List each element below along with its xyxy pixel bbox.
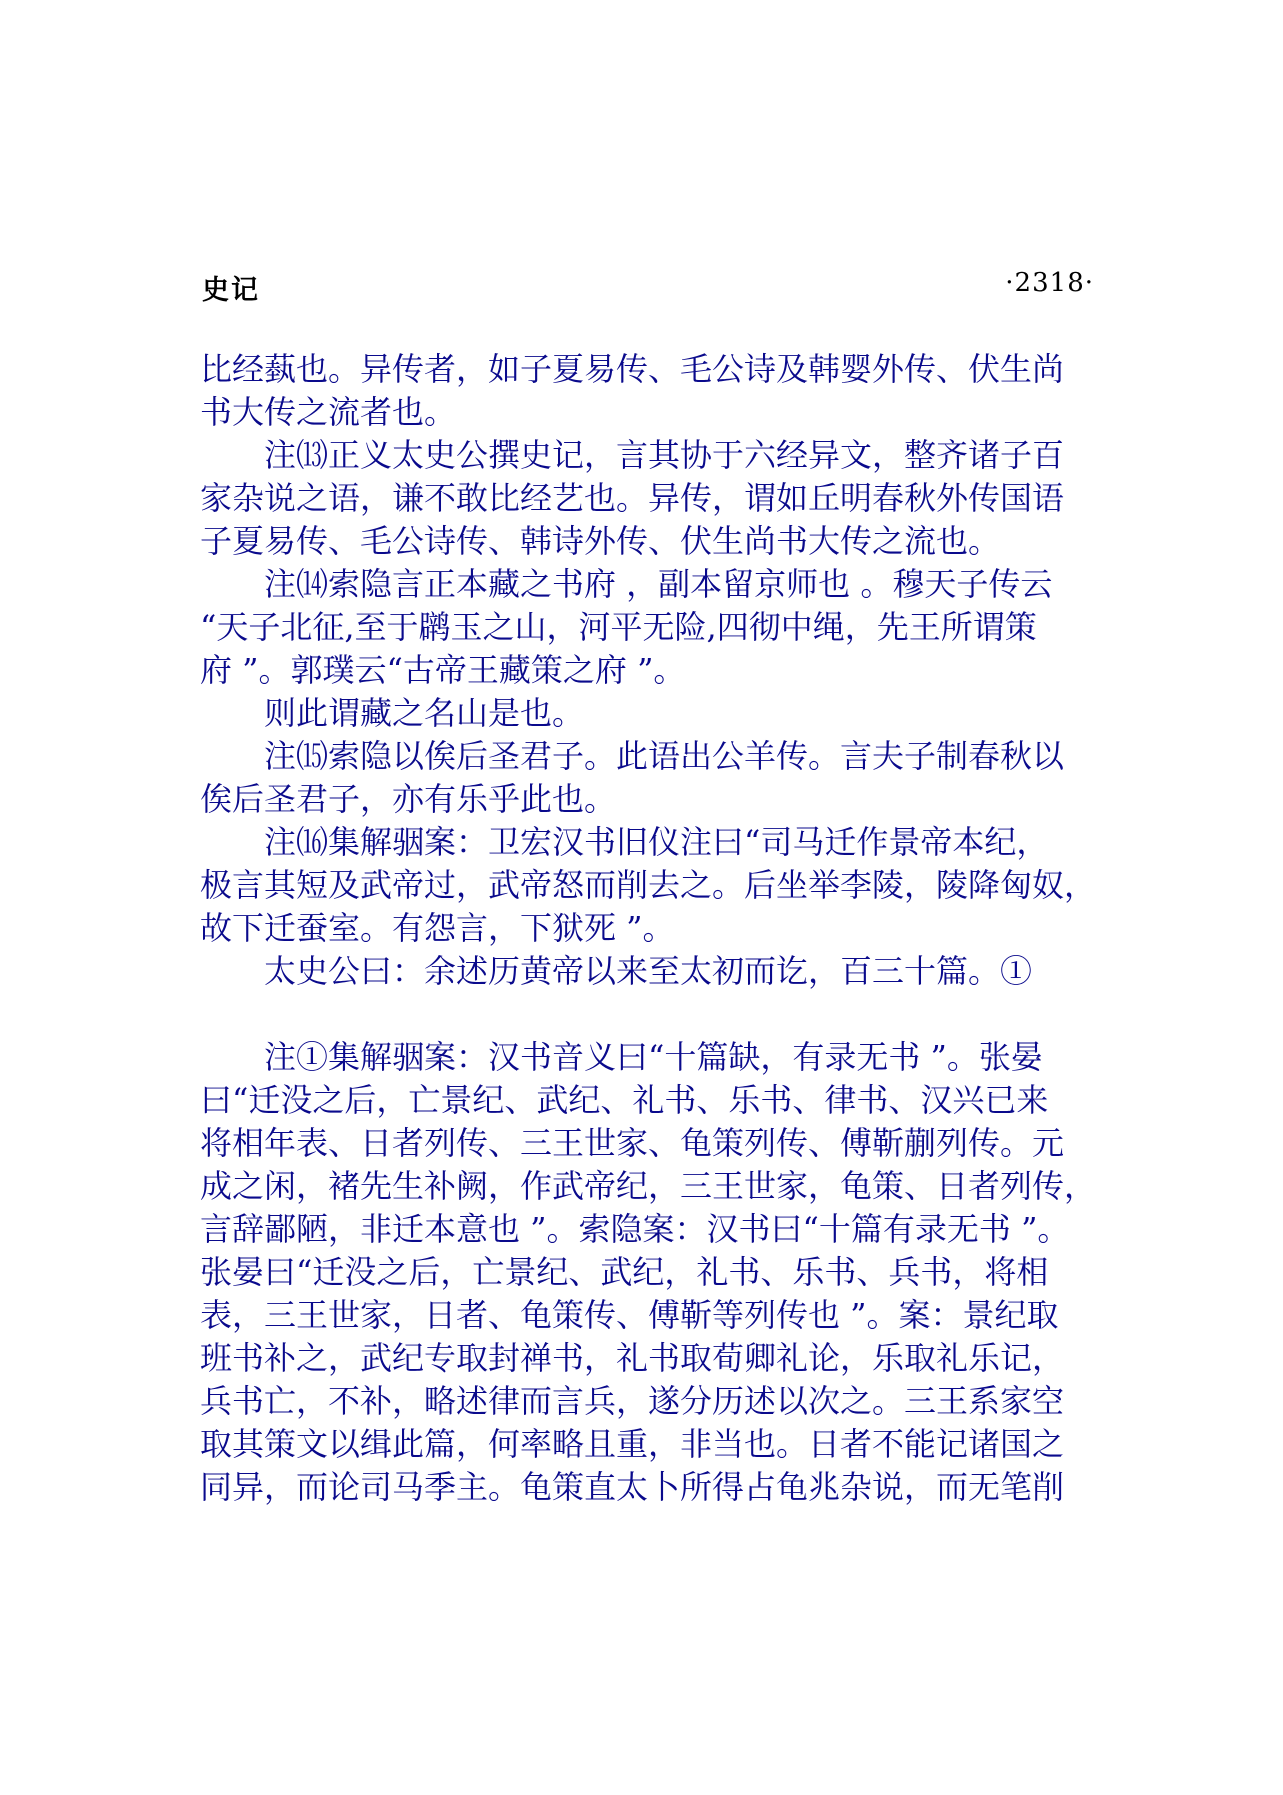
book-title: 史记 — [202, 275, 260, 306]
text-line: 极言其短及武帝过，武帝怒而削去之。后坐举李陵，陵降匈奴， — [200, 866, 1097, 904]
text-line: 兵书亡，不补，略述律而言兵，遂分历述以次之。三王系家空 — [200, 1382, 1065, 1420]
text-line: 子夏易传、毛公诗传、韩诗外传、伏生尚书大传之流也。 — [200, 522, 1001, 560]
text-line: 曰“迁没之后，亡景纪、武纪、礼书、乐书、律书、汉兴已来 — [200, 1081, 1049, 1119]
text-line: 注⒀正义太史公撰史记，言其协于六经异文，整齐诸子百 — [264, 436, 1065, 474]
text-line: 书大传之流者也。 — [200, 393, 457, 431]
text-line: 同异，而论司马季主。龟策直太卜所得占龟兆杂说，而无笔削 — [200, 1468, 1065, 1506]
text-line: 张晏曰“迁没之后，亡景纪、武纪，礼书、乐书、兵书，将相 — [200, 1253, 1049, 1291]
text-line: 太史公曰：余述历黄帝以来至太初而讫，百三十篇。① — [264, 952, 1033, 990]
page-header — [202, 268, 1094, 308]
text-line: 比经蓺也。异传者，如子夏易传、毛公诗及韩婴外传、伏生尚 — [200, 350, 1065, 388]
page-number: ·2318· — [1005, 268, 1094, 298]
text-line: 将相年表、日者列传、三王世家、龟策列传、傅靳蒯列传。元 — [200, 1124, 1065, 1162]
text-line: 注⒂索隐以俟后圣君子。此语出公羊传。言夫子制春秋以 — [264, 737, 1065, 775]
text-line: 成之闲，褚先生补阙，作武帝纪，三王世家，龟策、日者列传， — [200, 1167, 1097, 1205]
body-text — [200, 348, 1100, 1509]
text-line: 家杂说之语，谦不敢比经艺也。异传，谓如丘明春秋外传国语 — [200, 479, 1065, 517]
text-line: 表，三王世家，日者、龟策传、傅靳等列传也 ”。案：景纪取 — [200, 1296, 1059, 1334]
blank-line — [200, 993, 1100, 1036]
text-line: 注⒃集解骃案：卫宏汉书旧仪注曰“司马迁作景帝本纪， — [264, 823, 1049, 861]
text-line: 取其策文以缉此篇，何率略且重，非当也。日者不能记诸国之 — [200, 1425, 1065, 1463]
text-line: 则此谓藏之名山是也。 — [264, 694, 585, 732]
text-line: 注①集解骃案：汉书音义曰“十篇缺，有录无书 ”。张晏 — [264, 1038, 1043, 1076]
text-line: “天子北征,至于䴙玉之山，河平无险,四彻中绳，先王所谓策 — [200, 608, 1037, 646]
text-line: 班书补之，武纪专取封禅书，礼书取荀卿礼论，乐取礼乐记， — [200, 1339, 1065, 1377]
text-line: 言辞鄙陋，非迁本意也 ”。索隐案：汉书曰“十篇有录无书 ”。 — [200, 1210, 1070, 1248]
text-line: 俟后圣君子，亦有乐乎此也。 — [200, 780, 617, 818]
text-line: 注⒁索隐言正本藏之书府 ，副本留京师也 。穆天子传云 — [264, 565, 1053, 603]
text-line: 府 ”。郭璞云“古帝王藏策之府 ”。 — [200, 651, 686, 689]
text-line: 故下迁蚕室。有怨言，下狱死 ”。 — [200, 909, 675, 947]
